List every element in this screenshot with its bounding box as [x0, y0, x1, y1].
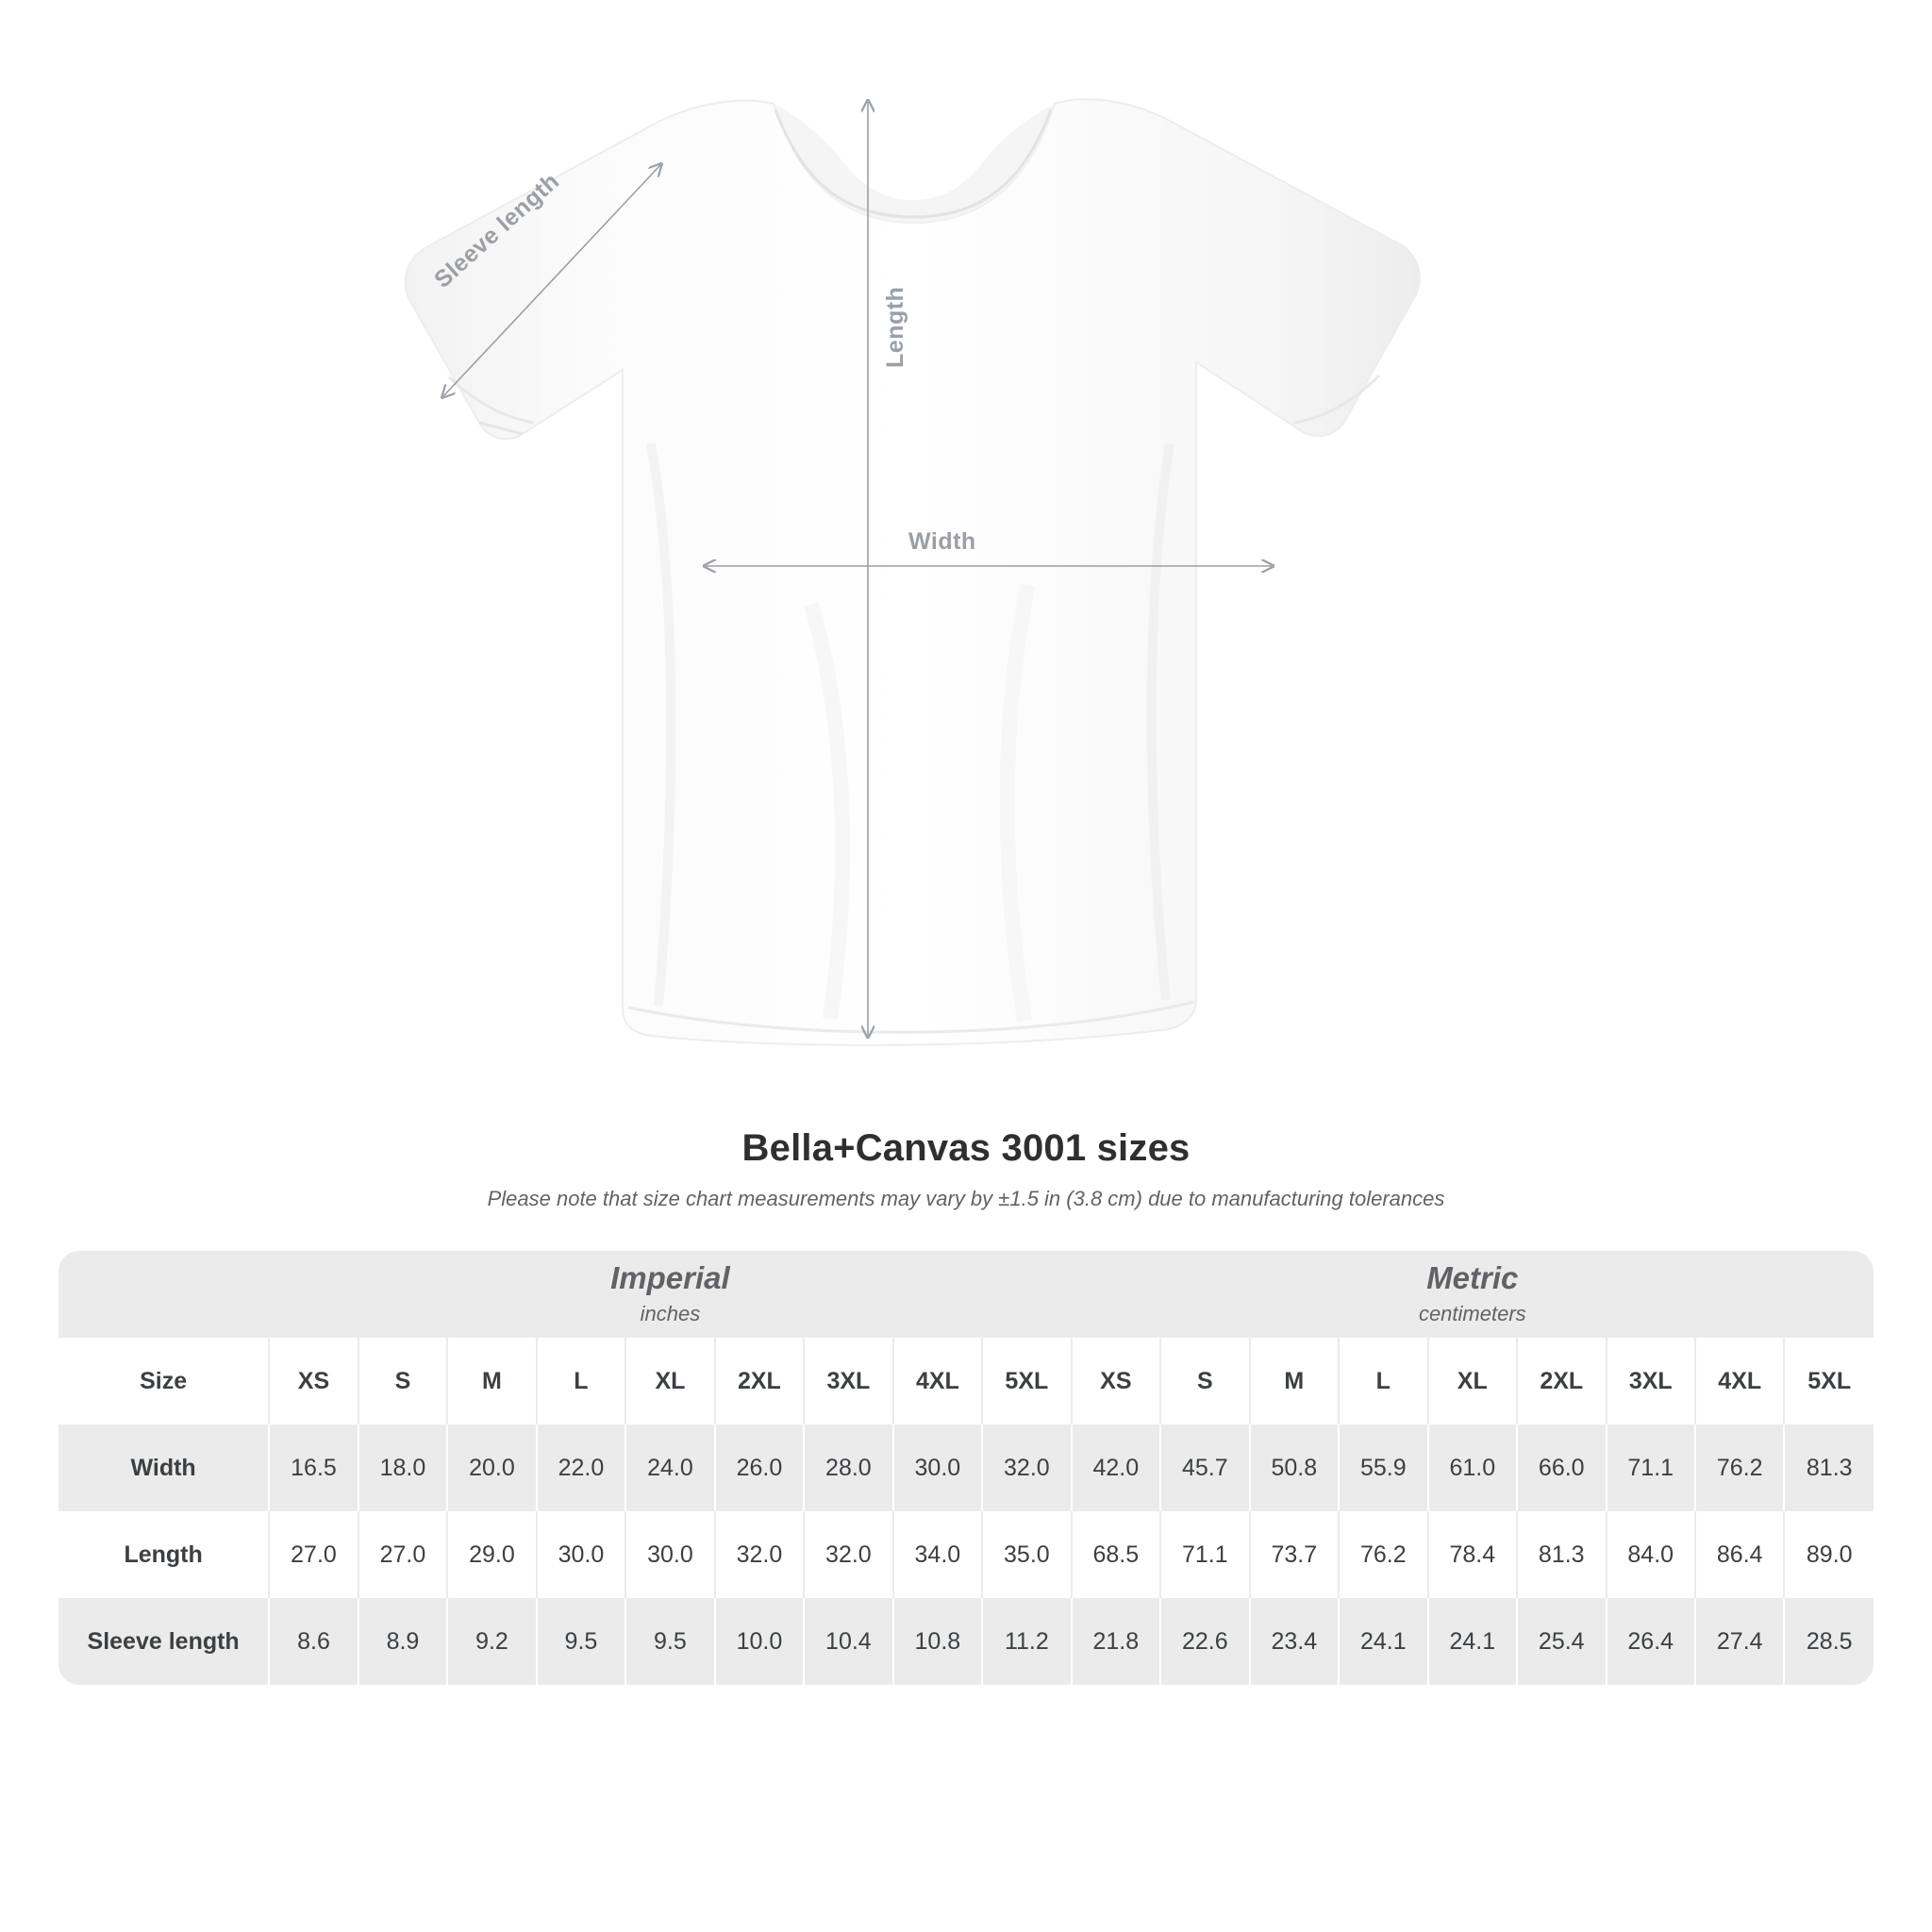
- cell-length-imperial-xs: 27.0: [269, 1511, 358, 1598]
- tshirt-body: [406, 99, 1420, 1045]
- cell-length-metric-4xl: 86.4: [1695, 1511, 1784, 1598]
- cell-width-metric-s: 45.7: [1160, 1424, 1249, 1511]
- cell-sleeve-imperial-m: 9.2: [447, 1598, 536, 1685]
- cell-length-metric-m: 73.7: [1250, 1511, 1339, 1598]
- cell-sleeve-metric-s: 22.6: [1160, 1598, 1249, 1685]
- cell-sleeve-imperial-xs: 8.6: [269, 1598, 358, 1685]
- size-header-imperial-s: S: [358, 1338, 447, 1424]
- cell-width-imperial-s: 18.0: [358, 1424, 447, 1511]
- length-label: Length: [882, 286, 908, 368]
- cell-width-imperial-3xl: 28.0: [804, 1424, 892, 1511]
- cell-length-metric-l: 76.2: [1339, 1511, 1427, 1598]
- size-header-imperial-4xl: 4XL: [893, 1338, 982, 1424]
- title-block: [0, 1127, 1932, 1211]
- size-header-imperial-5xl: 5XL: [982, 1338, 1071, 1424]
- cell-length-metric-s: 71.1: [1160, 1511, 1249, 1598]
- size-header-metric-xl: XL: [1428, 1338, 1517, 1424]
- size-header-imperial-xl: XL: [625, 1338, 714, 1424]
- cell-sleeve-imperial-3xl: 10.4: [804, 1598, 892, 1685]
- unit-metric-name: Metric: [1426, 1259, 1519, 1295]
- table-row: [58, 1424, 1874, 1511]
- size-table-wrapper: [58, 1251, 1874, 1685]
- cell-sleeve-metric-l: 24.1: [1339, 1598, 1427, 1685]
- size-header-metric-m: M: [1250, 1338, 1339, 1424]
- size-header-metric-xs: XS: [1072, 1338, 1160, 1424]
- cell-length-imperial-m: 29.0: [447, 1511, 536, 1598]
- size-header-imperial-2xl: 2XL: [715, 1338, 804, 1424]
- cell-length-imperial-l: 30.0: [537, 1511, 625, 1598]
- size-header-metric-4xl: 4XL: [1695, 1338, 1784, 1424]
- size-header-metric-2xl: 2XL: [1517, 1338, 1606, 1424]
- size-header-metric-5xl: 5XL: [1784, 1338, 1874, 1424]
- size-header-imperial-xs: XS: [269, 1338, 358, 1424]
- unit-header-blank: [58, 1251, 269, 1338]
- cell-width-imperial-4xl: 30.0: [893, 1424, 982, 1511]
- table-row: [58, 1598, 1874, 1685]
- cell-width-imperial-2xl: 26.0: [715, 1424, 804, 1511]
- page-title: Bella+Canvas 3001 sizes: [741, 1127, 1191, 1169]
- unit-header-row: [58, 1251, 1874, 1338]
- unit-imperial-name: Imperial: [610, 1259, 730, 1295]
- cell-length-imperial-2xl: 32.0: [715, 1511, 804, 1598]
- size-header-metric-s: S: [1160, 1338, 1249, 1424]
- cell-length-imperial-5xl: 35.0: [982, 1511, 1071, 1598]
- size-header-imperial-m: M: [447, 1338, 536, 1424]
- cell-length-imperial-4xl: 34.0: [893, 1511, 982, 1598]
- cell-width-metric-2xl: 66.0: [1517, 1424, 1606, 1511]
- cell-width-metric-4xl: 76.2: [1695, 1424, 1784, 1511]
- cell-sleeve-metric-2xl: 25.4: [1517, 1598, 1606, 1685]
- cell-sleeve-imperial-xl: 9.5: [625, 1598, 714, 1685]
- unit-header-imperial: [269, 1251, 1071, 1338]
- size-header-metric-l: L: [1339, 1338, 1427, 1424]
- table-row: [58, 1511, 1874, 1598]
- cell-length-imperial-s: 27.0: [358, 1511, 447, 1598]
- row-label-length: Length: [58, 1511, 269, 1598]
- cell-width-metric-xs: 42.0: [1072, 1424, 1160, 1511]
- cell-sleeve-metric-4xl: 27.4: [1695, 1598, 1784, 1685]
- cell-width-metric-m: 50.8: [1250, 1424, 1339, 1511]
- row-label-sleeve-length: Sleeve length: [58, 1598, 269, 1685]
- tolerance-note: Please note that size chart measurements may vary by ±1.5 in (3.8 cm) due to manufacturing tolerances: [487, 1187, 1445, 1210]
- cell-sleeve-metric-5xl: 28.5: [1784, 1598, 1874, 1685]
- cell-length-imperial-xl: 30.0: [625, 1511, 714, 1598]
- cell-width-imperial-5xl: 32.0: [982, 1424, 1071, 1511]
- sleeve-length-label: Sleeve length: [429, 167, 565, 293]
- width-label: Width: [908, 528, 976, 555]
- cell-length-metric-xs: 68.5: [1072, 1511, 1160, 1598]
- cell-length-metric-5xl: 89.0: [1784, 1511, 1874, 1598]
- unit-imperial-sub: inches: [640, 1302, 701, 1326]
- size-header-row: [58, 1338, 1874, 1424]
- cell-width-metric-xl: 61.0: [1428, 1424, 1517, 1511]
- cell-length-metric-2xl: 81.3: [1517, 1511, 1606, 1598]
- size-table: [58, 1251, 1874, 1685]
- cell-width-imperial-xl: 24.0: [625, 1424, 714, 1511]
- size-header-label: Size: [58, 1338, 269, 1424]
- cell-width-metric-l: 55.9: [1339, 1424, 1427, 1511]
- cell-width-metric-5xl: 81.3: [1784, 1424, 1874, 1511]
- cell-sleeve-metric-xs: 21.8: [1072, 1598, 1160, 1685]
- unit-header-metric: [1072, 1251, 1874, 1338]
- cell-sleeve-imperial-4xl: 10.8: [893, 1598, 982, 1685]
- cell-length-metric-3xl: 84.0: [1607, 1511, 1695, 1598]
- cell-length-metric-xl: 78.4: [1428, 1511, 1517, 1598]
- cell-sleeve-metric-xl: 24.1: [1428, 1598, 1517, 1685]
- unit-metric-sub: centimeters: [1418, 1302, 1526, 1326]
- size-header-imperial-3xl: 3XL: [804, 1338, 892, 1424]
- cell-length-imperial-3xl: 32.0: [804, 1511, 892, 1598]
- cell-sleeve-metric-3xl: 26.4: [1607, 1598, 1695, 1685]
- cell-sleeve-imperial-l: 9.5: [537, 1598, 625, 1685]
- cell-width-imperial-l: 22.0: [537, 1424, 625, 1511]
- cell-width-metric-3xl: 71.1: [1607, 1424, 1695, 1511]
- size-header-imperial-l: L: [537, 1338, 625, 1424]
- cell-sleeve-imperial-5xl: 11.2: [982, 1598, 1071, 1685]
- size-header-metric-3xl: 3XL: [1607, 1338, 1695, 1424]
- cell-sleeve-imperial-2xl: 10.0: [715, 1598, 804, 1685]
- cell-width-imperial-m: 20.0: [447, 1424, 536, 1511]
- cell-sleeve-metric-m: 23.4: [1250, 1598, 1339, 1685]
- row-label-width: Width: [58, 1424, 269, 1511]
- cell-width-imperial-xs: 16.5: [269, 1424, 358, 1511]
- cell-sleeve-imperial-s: 8.9: [358, 1598, 447, 1685]
